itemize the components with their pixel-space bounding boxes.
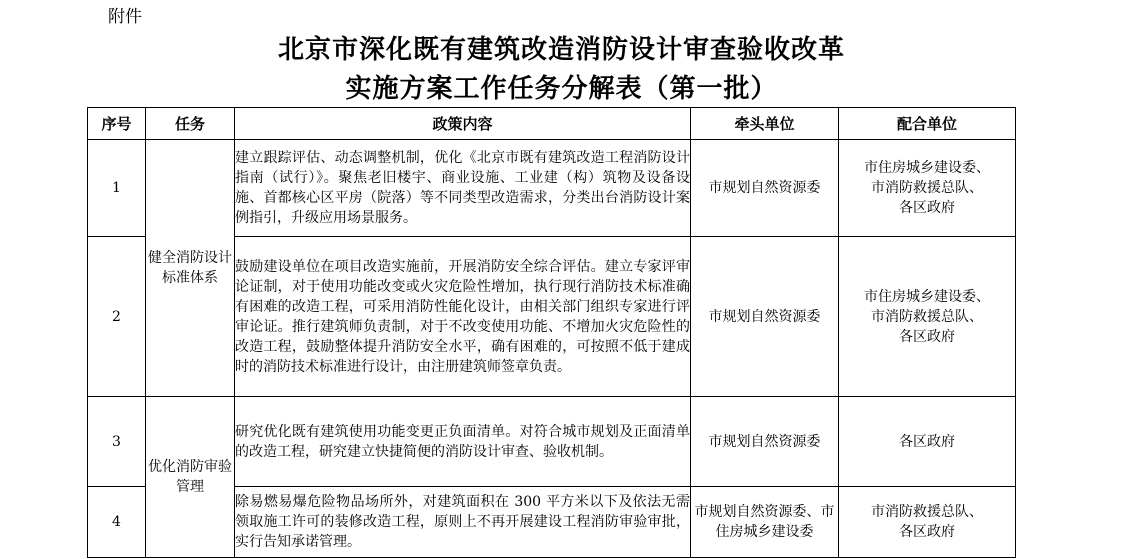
- task-cell: 优化消防审验管理: [146, 397, 235, 558]
- header-lead: 牵头单位: [691, 108, 839, 140]
- header-coop: 配合单位: [839, 108, 1016, 140]
- header-no: 序号: [88, 108, 146, 140]
- cooperating-units: 市住房城乡建设委、 市消防救援总队、 各区政府: [839, 237, 1016, 397]
- lead-unit: 市规划自然资源委: [691, 397, 839, 487]
- table-header-row: [88, 108, 1016, 140]
- row-number: 1: [88, 140, 146, 237]
- policy-content: 除易燃易爆危险物品场所外，对建筑面积在 300 平方米以下及依法无需领取施工许可的装修改造工程，原则上不再开展建设工程消防审验审批，实行告知承诺管理。: [235, 487, 691, 558]
- header-task: 任务: [146, 108, 235, 140]
- cooperating-units: 各区政府: [839, 397, 1016, 487]
- lead-unit: 市规划自然资源委、市住房城乡建设委: [691, 487, 839, 558]
- cooperating-units: 市消防救援总队、 各区政府: [839, 487, 1016, 558]
- row-number: 2: [88, 237, 146, 397]
- table-row: [88, 140, 1016, 237]
- row-number: 3: [88, 397, 146, 487]
- row-number: 4: [88, 487, 146, 558]
- task-cell: 健全消防设计标准体系: [146, 140, 235, 397]
- task-breakdown-table: [87, 107, 1016, 558]
- document-title-line-2: 实施方案工作任务分解表（第一批）: [345, 74, 778, 104]
- policy-content: 研究优化既有建筑使用功能变更正负面清单。对符合城市规划及正面清单的改造工程，研究建立快捷简便的消防设计审查、验收机制。: [235, 397, 691, 487]
- lead-unit: 市规划自然资源委: [691, 140, 839, 237]
- document-title-line-1: 北京市深化既有建筑改造消防设计审查验收改革: [277, 35, 845, 65]
- policy-content: 建立跟踪评估、动态调整机制，优化《北京市既有建筑改造工程消防设计指南（试行）》。聚焦老旧楼宇、商业设施、工业建（构）筑物及设备设施、首都核心区平房（院落）等不同类型改造需求，分类出台消防设计案例指引，升级应用场景服务。: [235, 140, 691, 237]
- lead-unit: 市规划自然资源委: [691, 237, 839, 397]
- policy-content: 鼓励建设单位在项目改造实施前，开展消防安全综合评估。建立专家评审论证制，对于使用功能改变或火灾危险性增加，执行现行消防技术标准确有困难的改造工程，可采用消防性能化设计，由相关部门组织专家进行评审论证。推行建筑师负责制，对于不改变使用功能、不增加火灾危险性的改造工程，鼓励整体提升消防安全水平，确有困难的，可按照不低于建成时的消防技术标准进行设计，由注册建筑师签章负责。: [235, 237, 691, 397]
- attachment-label: 附件: [108, 7, 142, 27]
- header-content: 政策内容: [235, 108, 691, 140]
- cooperating-units: 市住房城乡建设委、 市消防救援总队、 各区政府: [839, 140, 1016, 237]
- table-row: [88, 397, 1016, 487]
